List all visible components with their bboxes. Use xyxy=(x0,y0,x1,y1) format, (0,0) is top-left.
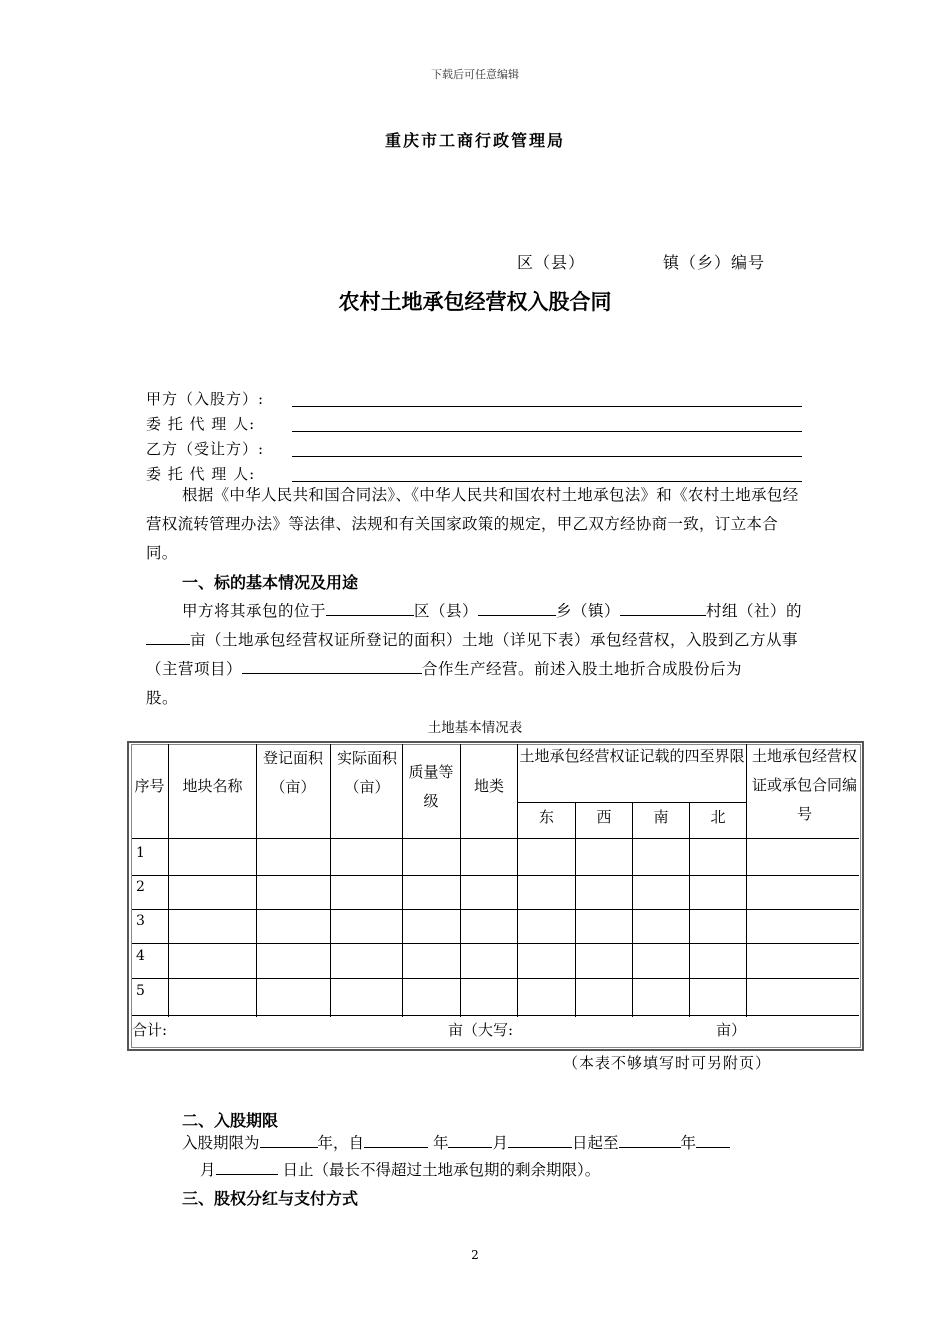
table-note: （本表不够填写时可另附页） xyxy=(563,1054,772,1072)
end-month-blank[interactable] xyxy=(696,1132,730,1148)
header-south: 南 xyxy=(653,808,669,826)
township-blank[interactable] xyxy=(478,600,556,616)
row-line xyxy=(132,875,859,876)
town-number-label: 镇（乡）编号 xyxy=(663,253,766,272)
header-boundary: 土地承包经营权证记载的四至界限 xyxy=(519,747,745,765)
col-line xyxy=(402,744,403,1017)
total-area-label: 亩（大写: xyxy=(448,1021,514,1039)
term-text-7: 月 xyxy=(200,1161,216,1179)
col-line xyxy=(256,744,257,1017)
header-east: 东 xyxy=(538,808,554,826)
s1-text-4: 村组（社）的 xyxy=(706,602,803,620)
term-line-2 xyxy=(200,1158,600,1180)
total-label: 合计: xyxy=(132,1021,168,1039)
col-line xyxy=(575,803,576,1017)
row-line xyxy=(132,943,859,944)
start-day-blank[interactable] xyxy=(508,1132,572,1148)
header-certificate-number: 土地承包经营权证或承包合同编号 xyxy=(751,747,857,823)
term-line-1 xyxy=(182,1131,730,1153)
s1-text-5: 亩（土地承包经营权证所登记的面积）土地（详见下表）承包经营权，入股到乙方从事（主营项目） xyxy=(146,631,799,678)
section-2-heading: 二、入股期限 xyxy=(182,1111,279,1130)
term-text-3: 年 xyxy=(432,1134,449,1152)
start-month-blank[interactable] xyxy=(448,1132,492,1148)
row-number-3: 3 xyxy=(136,913,145,929)
s1-text-7: 股。 xyxy=(146,689,179,707)
s1-text-1: 甲方将其承包的位于 xyxy=(182,602,327,620)
district-label: 区（县） xyxy=(517,253,586,272)
section-1-heading: 一、标的基本情况及用途 xyxy=(182,573,359,592)
total-area-end: 亩） xyxy=(716,1021,747,1039)
row-line xyxy=(132,1015,859,1016)
header-registered-area: 登记面积（亩） xyxy=(262,749,323,796)
location-blank[interactable] xyxy=(326,600,414,616)
col-line xyxy=(689,803,690,1017)
s1-text-2: 区（县） xyxy=(414,602,479,620)
s1-text-6: 合作生产经营。前述入股土地折合成股份后为 xyxy=(422,660,743,678)
party-a-agent-field[interactable] xyxy=(292,431,802,432)
term-text-5: 日起至 xyxy=(572,1134,619,1152)
end-day-blank[interactable] xyxy=(216,1159,278,1175)
party-b-agent-label: 委 托 代 理 人: xyxy=(146,465,256,483)
end-year-blank[interactable] xyxy=(619,1132,681,1148)
term-text-4: 月 xyxy=(492,1134,508,1152)
term-years-blank[interactable] xyxy=(260,1132,318,1148)
row-line xyxy=(132,838,859,839)
village-blank[interactable] xyxy=(620,600,706,616)
party-a-field[interactable] xyxy=(292,406,802,407)
header-note: 下载后可任意编辑 xyxy=(431,68,519,81)
header-seq: 序号 xyxy=(134,777,165,795)
header-actual-area: 实际面积（亩） xyxy=(336,749,397,796)
header-quality-grade: 质量等级 xyxy=(408,763,454,810)
area-blank[interactable] xyxy=(146,629,190,645)
header-plot-name: 地块名称 xyxy=(182,777,243,795)
row-number-2: 2 xyxy=(136,879,145,895)
term-text-8: 日止（最长不得超过土地承包期的剩余期限）。 xyxy=(282,1161,601,1179)
row-line xyxy=(132,909,859,910)
section-3-heading: 三、股权分红与支付方式 xyxy=(182,1189,359,1208)
contract-title: 农村土地承包经营权入股合同 xyxy=(338,290,612,314)
header-west: 西 xyxy=(596,808,612,826)
party-b-field[interactable] xyxy=(292,456,802,457)
main-project-blank[interactable] xyxy=(242,658,422,674)
col-line xyxy=(330,744,331,1017)
header-land-type: 地类 xyxy=(473,777,504,795)
party-b-label: 乙方（受让方）: xyxy=(146,440,265,458)
term-text-6: 年 xyxy=(680,1134,697,1152)
intro-paragraph: 根据《中华人民共和国合同法》、《中华人民共和国农村土地承包法》和《农村土地承包经营权流转管理办法》等法律、法规和有关国家政策的规定，甲乙双方经协商一致，订立本合同。 xyxy=(146,486,799,562)
page-number: 2 xyxy=(471,1248,479,1262)
party-a-label: 甲方（入股方）: xyxy=(146,390,265,408)
row-number-4: 4 xyxy=(136,948,145,964)
col-line xyxy=(517,744,518,1017)
s1-text-3: 乡（镇） xyxy=(556,602,621,620)
party-a-agent-label: 委 托 代 理 人: xyxy=(146,415,256,433)
header-north: 北 xyxy=(710,808,726,826)
table-caption: 土地基本情况表 xyxy=(427,720,523,736)
agency-name: 重庆市工商行政管理局 xyxy=(384,131,565,150)
row-number-1: 1 xyxy=(136,845,145,861)
term-text-2: 年，自 xyxy=(317,1134,365,1152)
start-year-blank[interactable] xyxy=(364,1132,428,1148)
section-1-paragraph xyxy=(146,597,806,713)
row-line xyxy=(132,978,859,979)
row-number-5: 5 xyxy=(136,983,145,999)
col-line xyxy=(632,803,633,1017)
term-text-1: 入股期限为 xyxy=(182,1134,260,1152)
